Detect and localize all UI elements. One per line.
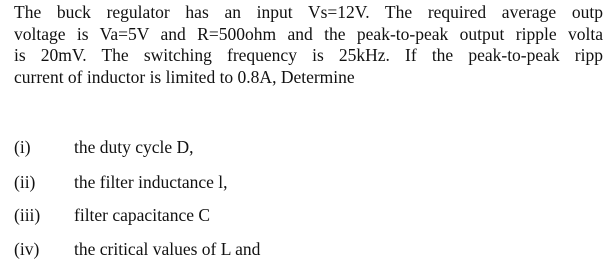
item-text: the filter inductance l,: [74, 172, 228, 192]
item-text: the duty cycle D,: [74, 137, 194, 157]
problem-line: current of inductor is limited to 0.8A, Determine: [14, 66, 355, 87]
problem-line: The buck regulator has an input Vs=12V. The required average outp: [14, 2, 603, 22]
problem-line: voltage is Va=5V and R=500ohm and the peak-to-peak output ripple volta: [14, 23, 603, 44]
item-text: filter capacitance C: [74, 205, 211, 225]
item-number: (iii): [14, 205, 41, 225]
item-number: (iv): [14, 239, 40, 259]
list-item: [14, 204, 603, 226]
list-item: [14, 171, 603, 193]
item-number: (i): [14, 137, 31, 157]
item-text: the critical values of L and: [74, 239, 261, 259]
problem-line: is 20mV. The switching frequency is 25kHz. If the peak-to-peak ripp: [14, 45, 603, 65]
list-item: [14, 136, 603, 158]
problem-statement: [14, 2, 603, 88]
list-item: [14, 238, 603, 260]
item-number: (ii): [14, 172, 36, 192]
